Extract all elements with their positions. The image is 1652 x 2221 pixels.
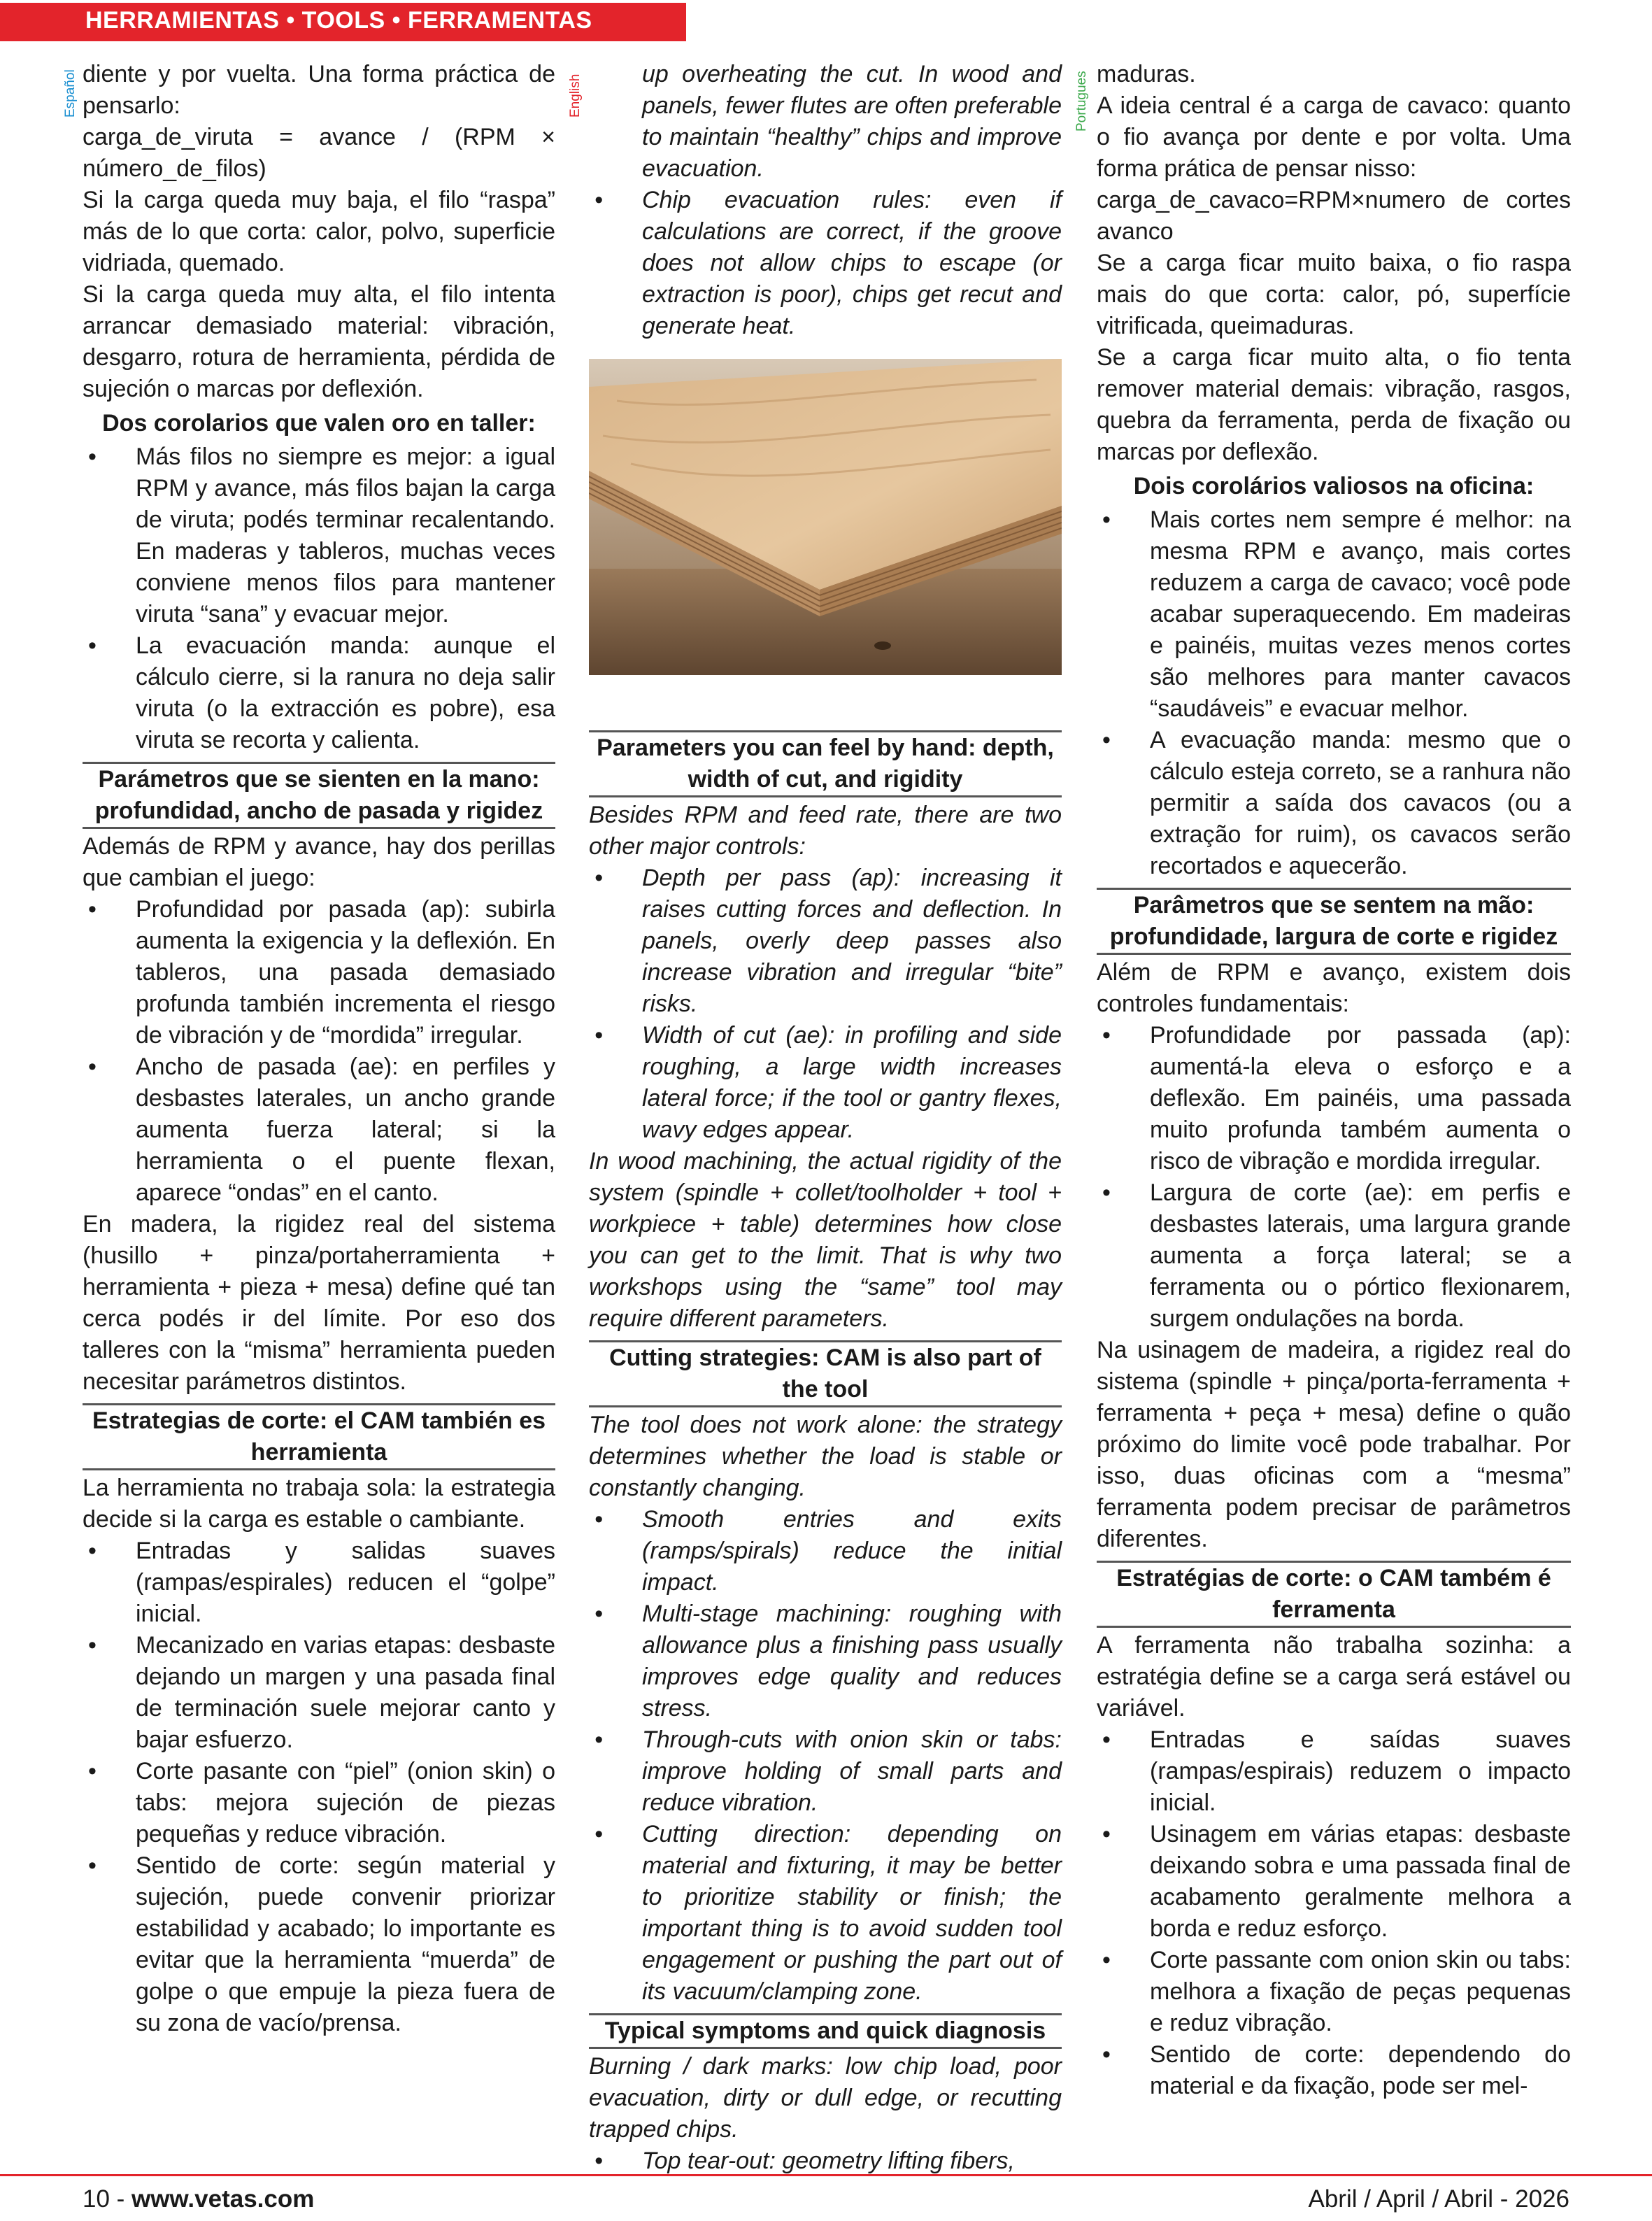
paragraph: maduras.	[1097, 61, 1196, 87]
paragraph: A ideia central é a carga de cavaco: quanto o fio avança por dente e por volta. Uma forma prática de pensar nisso:	[1097, 92, 1571, 182]
paragraph: Si la carga queda muy baja, el filo “raspa” más de lo que corta: calor, polvo, superficie vidriada, quemado.	[83, 187, 555, 276]
bullet-list	[589, 185, 1062, 342]
paragraph: Se a carga ficar muito alta, o fio tenta remover material demais: vibração, rasgos, quebra da ferramenta, perda de fixação ou marcas por deflexão.	[1097, 344, 1571, 465]
section-banner	[0, 3, 686, 41]
list-item: • Largura de corte (ae): em perfis e desbastes laterais, uma largura grande aumenta a força lateral; se a ferramenta ou o pórtico flexionarem, surgem ondulações na borda.	[1097, 1177, 1571, 1335]
bullet-list	[1097, 504, 1571, 882]
paragraph: La herramienta no trabaja sola: la estrategia decide si la carga es estable o cambiante.	[83, 1475, 555, 1533]
paragraph: Además de RPM y avance, hay dos perillas que cambian el juego:	[83, 833, 555, 891]
portuguese-column	[1097, 59, 1571, 2102]
paragraph: In wood machining, the actual rigidity of the system (spindle + collet/toolholder + tool + workpiece + table) determines how close you can get to the limit. That is why two workshops using the “same” tool may require different parameters.	[589, 1148, 1062, 1332]
footer-page-info	[83, 2185, 314, 2213]
footer-date: Abril / April / Abril - 2026	[1308, 2185, 1569, 2213]
section-heading: Parámetros que se sienten en la mano: profundidad, ancho de pasada y rigidez	[83, 762, 555, 829]
page-number: 10 -	[83, 2185, 132, 2213]
list-item: • Profundidad por pasada (ap): subirla aumenta la exigencia y la deflexión. En tableros, una pasada demasiado profunda también incrementa el riesgo de vibración y de “mordida” irregular.	[83, 894, 555, 1051]
formula: carga_de_viruta = avance / (RPM × número_de_filos)	[83, 124, 555, 182]
bullet-list	[589, 2145, 1062, 2177]
paragraph: A ferramenta não trabalha sozinha: a estratégia define se a carga será estável ou variável.	[1097, 1632, 1571, 1722]
bullet-list	[83, 894, 555, 1209]
bullet-list	[1097, 1724, 1571, 2102]
footer-rule	[0, 2174, 1652, 2176]
list-item: • Width of cut (ae): in profiling and side roughing, a large width increases lateral force; if the tool or gantry flexes, wavy edges appear.	[589, 1020, 1062, 1146]
plywood-image	[589, 359, 1062, 675]
language-label-english: English	[568, 73, 583, 118]
bullet-list	[83, 441, 555, 756]
list-item: • Cutting direction: depending on material and fixturing, it may be better to prioritize stability or finish; the important thing is to avoid sudden tool engagement or pushing the part out of its vacuum/clamping zone.	[589, 1819, 1062, 2008]
english-column-continued	[589, 725, 1062, 2177]
section-heading: Typical symptoms and quick diagnosis	[589, 2013, 1062, 2049]
bullet-list	[83, 1535, 555, 2039]
paragraph: The tool does not work alone: the strategy determines whether the load is stable or constantly changing.	[589, 1412, 1062, 1501]
paragraph: Si la carga queda muy alta, el filo intenta arrancar demasiado material: vibración, desgarro, rotura de herramienta, pérdida de sujeción o marcas por deflexión.	[83, 281, 555, 402]
list-item: • Corte passante com onion skin ou tabs: melhora a fixação de peças pequenas e reduz vibração.	[1097, 1945, 1571, 2039]
list-item: • La evacuación manda: aunque el cálculo cierre, si la ranura no deja salir viruta (o la extracción es pobre), esa viruta se recorta y calienta.	[83, 630, 555, 756]
list-item: • Ancho de pasada (ae): en perfiles y desbastes laterales, un ancho grande aumenta fuerza lateral; si la herramienta o el puente flexan, aparece “ondas” en el canto.	[83, 1051, 555, 1209]
list-item: • Sentido de corte: según material y sujeción, puede convenir priorizar estabilidad y acabado; lo importante es evitar que la herramienta “muerda” de golpe o que empuje la pieza fuera de su zona de vacío/prensa.	[83, 1850, 555, 2039]
section-heading: Dois corolários valiosos na oficina:	[1133, 473, 1534, 499]
paragraph: Além de RPM e avanço, existem dois controles fundamentais:	[1097, 959, 1571, 1017]
plywood-photo	[589, 359, 1062, 675]
list-item: • Chip evacuation rules: even if calculations are correct, if the groove does not allow chips to escape (or extraction is poor), chips get recut and generate heat.	[589, 185, 1062, 342]
language-label-spanish: Español	[63, 69, 78, 118]
section-heading: Cutting strategies: CAM is also part of the tool	[589, 1340, 1062, 1407]
paragraph: Na usinagem de madeira, a rigidez real do sistema (spindle + pinça/porta-ferramenta + ferramenta + peça + mesa) define o quão próximo do limite você pode trabalhar. Por isso, duas oficinas com a “mesma” ferramenta podem precisar de parâmetros diferentes.	[1097, 1337, 1571, 1552]
spanish-column	[83, 59, 555, 2039]
banner-title: HERRAMIENTAS • TOOLS • FERRAMENTAS	[85, 7, 592, 34]
website-link[interactable]: www.vetas.com	[131, 2185, 315, 2213]
list-item: • Entradas e saídas suaves (rampas/espirais) reduzem o impacto inicial.	[1097, 1724, 1571, 1819]
list-item: • Smooth entries and exits (ramps/spirals) reduce the initial impact.	[589, 1504, 1062, 1598]
list-item: • Mecanizado en varias etapas: desbaste dejando un margen y una pasada final de terminación suele mejorar canto y bajar esfuerzo.	[83, 1630, 555, 1756]
list-item: • Entradas y salidas suaves (rampas/espirales) reducen el “golpe” inicial.	[83, 1535, 555, 1630]
section-heading: Parâmetros que se sentem na mão: profundidade, largura de corte e rigidez	[1097, 888, 1571, 955]
list-item: • Top tear-out: geometry lifting fibers,	[589, 2145, 1062, 2177]
list-item: • Sentido de corte: dependendo do material e da fixação, pode ser mel-	[1097, 2039, 1571, 2102]
paragraph-continued: up overheating the cut. In wood and panels, fewer flutes are often preferable to maintain “healthy” chips and improve evacuation.	[642, 61, 1062, 182]
bullet-list	[589, 1504, 1062, 2008]
list-item: • Usinagem em várias etapas: desbaste deixando sobra e uma passada final de acabamento geralmente melhora a borda e reduz esforço.	[1097, 1819, 1571, 1945]
formula: carga_de_cavaco=RPM×numero de cortes avanco	[1097, 187, 1571, 245]
paragraph: Besides RPM and feed rate, there are two other major controls:	[589, 802, 1062, 860]
list-item: • Multi-stage machining: roughing with allowance plus a finishing pass usually improves edge quality and reduces stress.	[589, 1598, 1062, 1724]
language-label-portuguese: Portugues	[1074, 71, 1089, 132]
section-heading: Parameters you can feel by hand: depth, width of cut, and rigidity	[589, 730, 1062, 797]
paragraph: diente y por vuelta. Una forma práctica de pensarlo:	[83, 61, 555, 119]
paragraph: En madera, la rigidez real del sistema (husillo + pinza/portaherramienta + herramienta + pieza + mesa) define qué tan cerca podés ir del límite. Por eso dos talleres con la “misma” herramienta pueden necesitar parámetros distintos.	[83, 1211, 555, 1395]
list-item: • Depth per pass (ap): increasing it raises cutting forces and deflection. In panels, overly deep passes also increase vibration and irregular “bite” risks.	[589, 863, 1062, 1020]
list-item: • Through-cuts with onion skin or tabs: improve holding of small parts and reduce vibration.	[589, 1724, 1062, 1819]
list-item: • A evacuação manda: mesmo que o cálculo esteja correto, se a ranhura não permitir a saída dos cavacos (ou a extração for ruim), os cavacos serão recortados e aquecerão.	[1097, 725, 1571, 882]
list-item: • Más filos no siempre es mejor: a igual RPM y avance, más filos bajan la carga de viruta; podés terminar recalentando. En maderas y tableros, muchas veces conviene menos filos para mantener viruta “sana” y evacuar mejor.	[83, 441, 555, 630]
list-item: • Corte pasante con “piel” (onion skin) o tabs: mejora sujeción de piezas pequeñas y reduce vibración.	[83, 1756, 555, 1850]
section-heading: Estratégias de corte: o CAM também é ferramenta	[1097, 1561, 1571, 1628]
paragraph: Se a carga ficar muito baixa, o fio raspa mais do que corta: calor, pó, superfície vitrificada, queimaduras.	[1097, 250, 1571, 339]
list-item: • Mais cortes nem sempre é melhor: na mesma RPM e avanço, mais cortes reduzem a carga de cavaco; você pode acabar superaquecendo. Em madeiras e painéis, muitas vezes menos cortes são melhores para manter cavacos “saudáveis” e evacuar melhor.	[1097, 504, 1571, 725]
bullet-list	[1097, 1020, 1571, 1335]
bullet-list	[589, 863, 1062, 1146]
section-heading: Estrategias de corte: el CAM también es herramienta	[83, 1403, 555, 1470]
list-item: • Profundidade por passada (ap): aumentá-la eleva o esforço e a deflexão. Em painéis, uma passada muito profunda também aumenta o risco de vibração e mordida irregular.	[1097, 1020, 1571, 1177]
section-heading: Dos corolarios que valen oro en taller:	[102, 410, 536, 437]
english-column	[589, 59, 1062, 342]
paragraph: Burning / dark marks: low chip load, poor evacuation, dirty or dull edge, or recutting trapped chips.	[589, 2053, 1062, 2143]
